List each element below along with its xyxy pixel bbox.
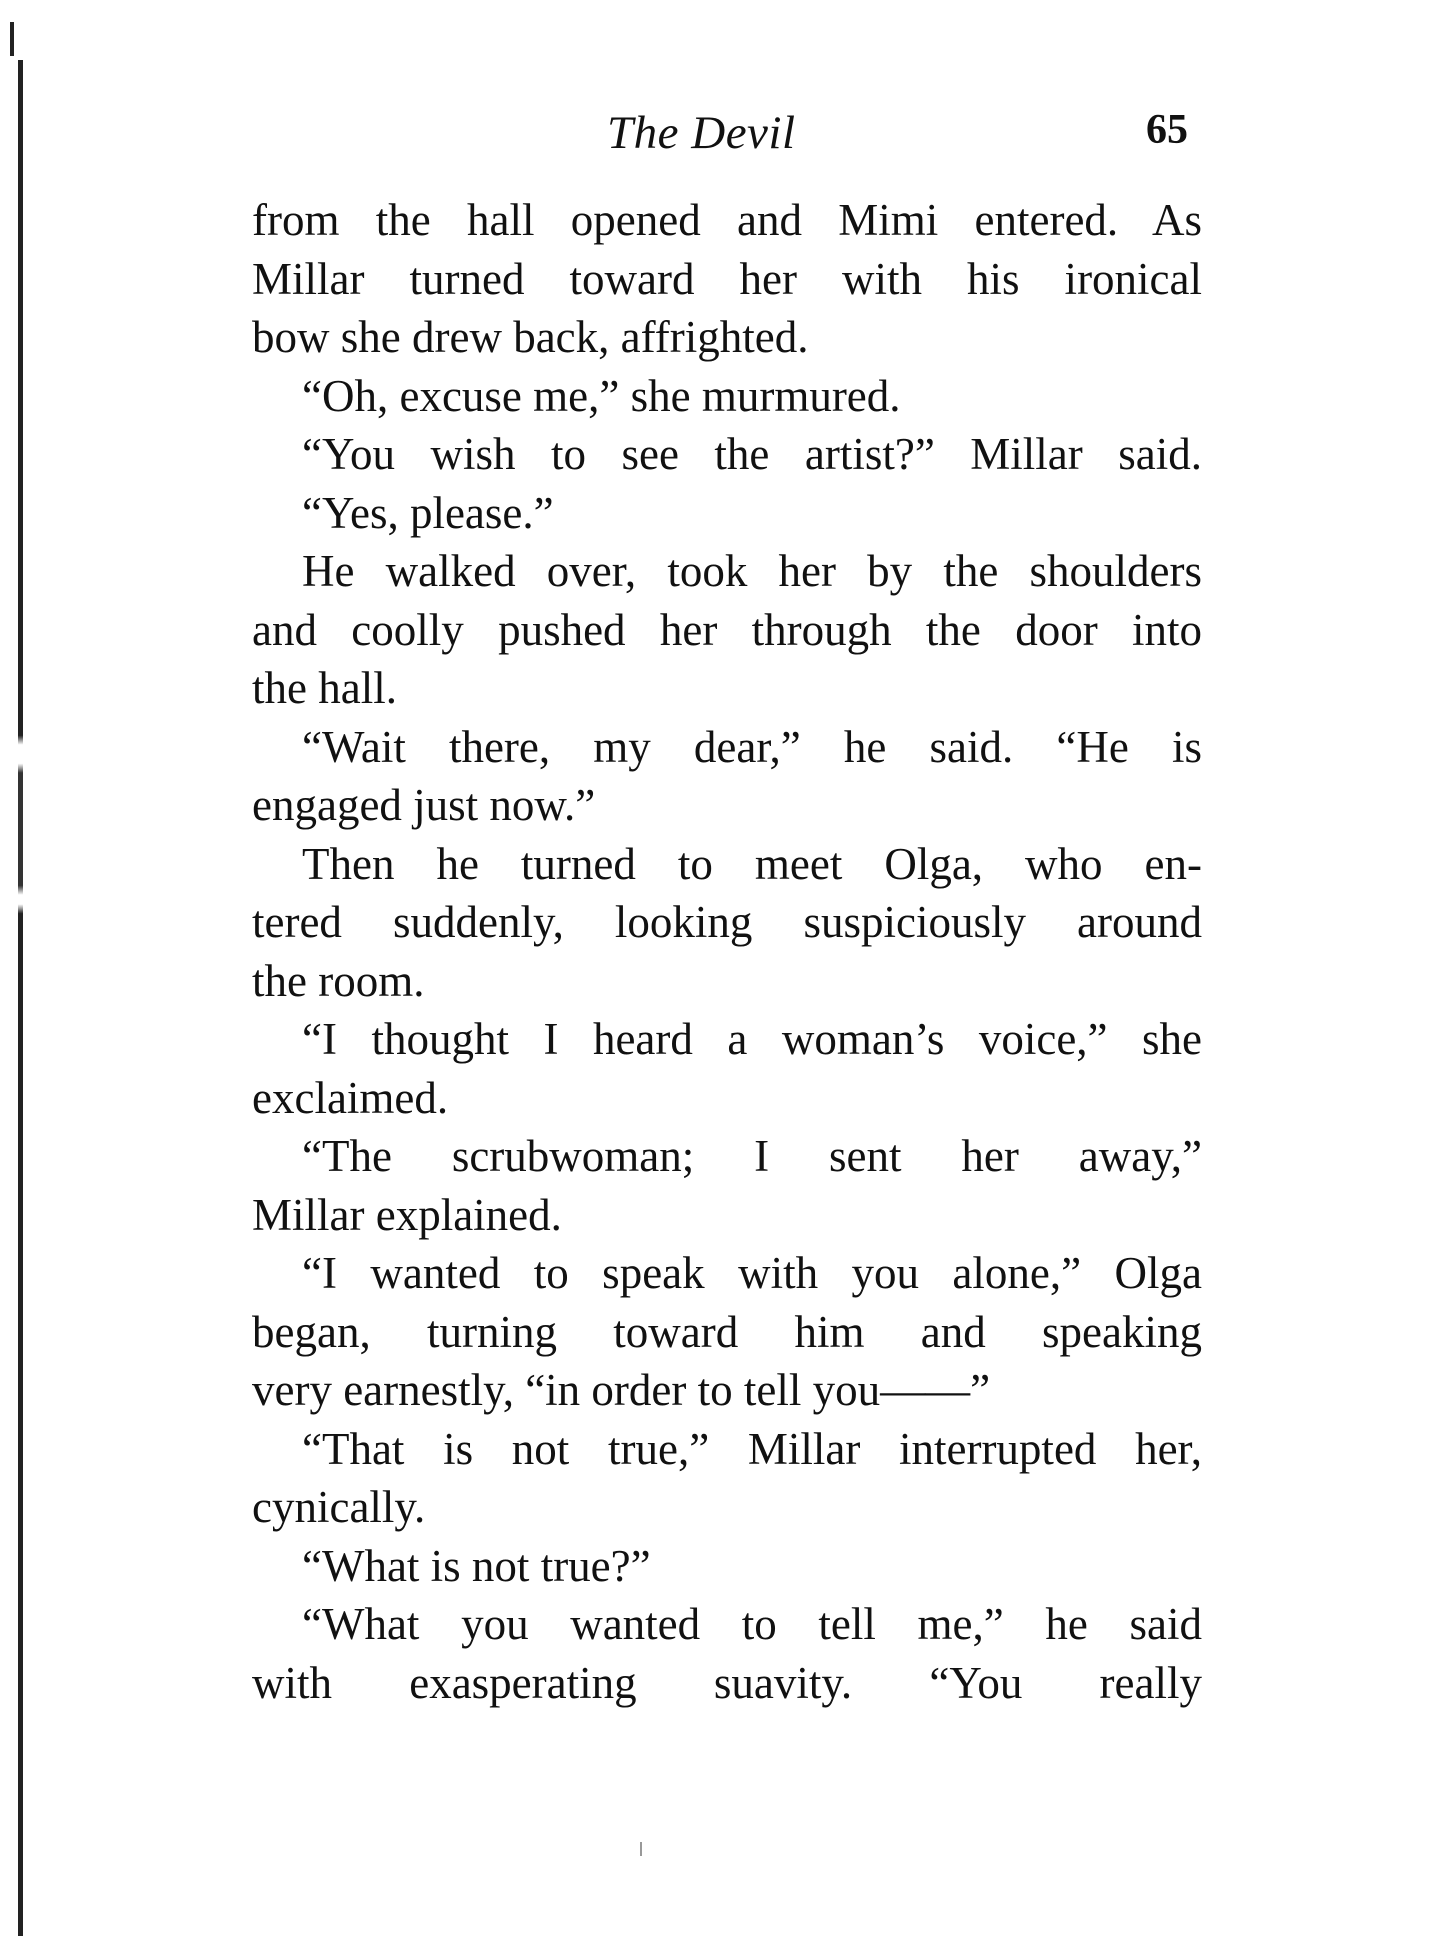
text-line: very earnestly, “in order to tell you——” <box>252 1365 991 1415</box>
text-line: “I thought I heard a woman’s voice,” she <box>302 1014 1202 1064</box>
text-line: exclaimed. <box>252 1072 449 1123</box>
text-line: cynically. <box>252 1482 426 1532</box>
text-line: from the hall opened and Mimi entered. As <box>252 195 1202 245</box>
binding-edge <box>18 60 23 1936</box>
text-line: Millar turned toward her with his ironical <box>252 253 1202 304</box>
text-line: began, turning toward him and speaking <box>252 1306 1202 1357</box>
text-line: bow she drew back, affrighted. <box>252 312 809 362</box>
text-line: engaged just now.” <box>252 780 596 830</box>
running-title: The Devil <box>607 107 796 159</box>
text-line: He walked over, took her by the shoulders <box>302 546 1202 596</box>
binding-mark <box>10 22 14 56</box>
page-header <box>0 106 1432 166</box>
text-line: “The scrubwoman; I sent her away,” <box>302 1131 1202 1181</box>
text-line: Millar explained. <box>252 1189 562 1240</box>
text-line: “You wish to see the artist?” Millar said. <box>302 429 1202 479</box>
page-number: 65 <box>1146 107 1188 153</box>
text-line: “Oh, excuse me,” she murmured. <box>302 370 901 421</box>
text-line: and coolly pushed her through the door into <box>252 604 1202 655</box>
text-line: “That is not true,” Millar interrupted her, <box>302 1423 1202 1474</box>
text-line: “Yes, please.” <box>302 487 554 538</box>
text-line: “I wanted to speak with you alone,” Olga <box>302 1248 1202 1298</box>
body-text <box>252 191 1202 1712</box>
text-line: tered suddenly, looking suspiciously around <box>252 897 1202 947</box>
scan-speck <box>640 1842 642 1856</box>
text-line: “Wait there, my dear,” he said. “He is <box>302 721 1202 772</box>
text-line: the room. <box>252 955 425 1006</box>
text-line: “What you wanted to tell me,” he said <box>302 1599 1202 1649</box>
text-line: Then he turned to meet Olga, who en- <box>302 838 1202 889</box>
text-line: with exasperating suavity. “You really <box>252 1657 1202 1708</box>
text-line: “What is not true?” <box>302 1540 651 1591</box>
text-line: the hall. <box>252 663 397 713</box>
